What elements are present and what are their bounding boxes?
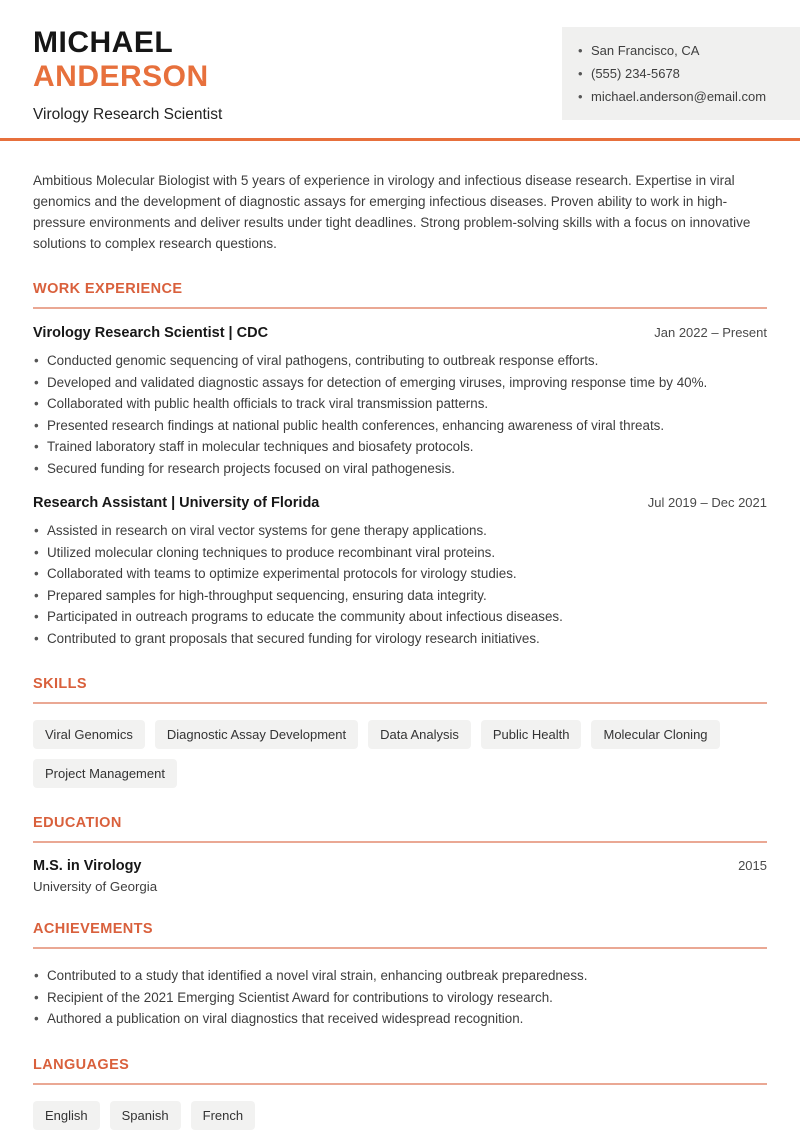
contact-list [578,39,784,108]
bullet-icon: • [578,89,583,104]
education-entry [33,858,767,894]
section-skills [33,676,767,788]
skill-chip: Public Health [481,720,582,749]
resume-body [0,170,800,1130]
job-bullet-list [33,350,767,479]
section-education [33,815,767,894]
section-title-work-experience: WORK EXPERIENCE [33,281,767,309]
skill-chip: Diagnostic Assay Development [155,720,358,749]
language-chip: French [191,1101,255,1130]
section-work-experience [33,281,767,649]
achievement-bullet: • Contributed to a study that identified a novel viral strain, enhancing outbreak preparedness. [33,965,767,987]
achievement-bullet: • Authored a publication on viral diagnostics that received widespread recognition. [33,1008,767,1030]
education-header [33,858,767,874]
job-dates: Jan 2022 – Present [654,325,767,340]
contact-location: • San Francisco, CA [578,39,784,62]
education-year: 2015 [738,858,767,873]
language-chip: Spanish [110,1101,181,1130]
achievements-list [33,965,767,1030]
job-bullet: • Contributed to grant proposals that secured funding for virology research initiatives. [33,628,767,650]
job-dates: Jul 2019 – Dec 2021 [647,495,767,510]
summary-paragraph: Ambitious Molecular Biologist with 5 years of experience in virology and infectious disease research. Expertise in viral genomics and the development of diagnostic assays for emerging infectious diseases. Proven ability to work in high-pressure environments and deliver results under tight deadlines. Strong problem-solving skills with a focus on innovative solutions to complex research questions. [33,173,751,251]
job-bullet: • Trained laboratory staff in molecular techniques and biosafety protocols. [33,436,767,458]
skill-chip: Project Management [33,759,177,788]
header-divider [0,138,800,141]
section-title-skills: SKILLS [33,676,767,704]
job-role: Research Assistant | University of Florida [33,495,320,511]
job-bullet: • Conducted genomic sequencing of viral pathogens, contributing to outbreak response efforts. [33,350,767,372]
language-chip: English [33,1101,100,1130]
section-title-languages: LANGUAGES [33,1057,767,1085]
languages-chip-list [33,1101,767,1130]
education-degree: M.S. in Virology [33,858,142,874]
job-bullet: • Secured funding for research projects focused on viral pathogenesis. [33,458,767,480]
last-name: ANDERSON [33,60,209,93]
section-title-education: EDUCATION [33,815,767,843]
job-role: Virology Research Scientist | CDC [33,325,269,341]
contact-phone: • (555) 234-5678 [578,62,784,85]
job-bullet: • Assisted in research on viral vector systems for gene therapy applications. [33,520,767,542]
skill-chip: Molecular Cloning [591,720,719,749]
job-bullet-list [33,520,767,649]
section-achievements [33,921,767,1030]
skill-chip: Viral Genomics [33,720,145,749]
first-name: MICHAEL [33,26,174,59]
bullet-icon: • [578,43,583,58]
job-header [33,325,767,341]
job-bullet: • Prepared samples for high-throughput sequencing, ensuring data integrity. [33,585,767,607]
section-languages [33,1057,767,1130]
job-bullet: • Collaborated with teams to optimize experimental protocols for virology studies. [33,563,767,585]
job-entry [33,495,767,649]
job-bullet: • Developed and validated diagnostic assays for detection of emerging viruses, improving response time by 40%. [33,372,767,394]
achievement-bullet: • Recipient of the 2021 Emerging Scientist Award for contributions to virology research. [33,987,767,1009]
candidate-job-title: Virology Research Scientist [33,106,223,123]
job-header [33,495,767,511]
bullet-icon: • [578,66,583,81]
skills-chip-list [33,720,767,788]
candidate-name [33,26,222,94]
contact-email: • michael.anderson@email.com [578,85,784,108]
job-bullet: • Utilized molecular cloning techniques to produce recombinant viral proteins. [33,542,767,564]
job-bullet: • Collaborated with public health officials to track viral transmission patterns. [33,393,767,415]
header [0,0,800,124]
skill-chip: Data Analysis [368,720,471,749]
header-identity [33,26,222,124]
job-bullet: • Presented research findings at national public health conferences, enhancing awareness of viral threats. [33,415,767,437]
education-school: University of Georgia [33,879,158,894]
contact-box [562,27,800,120]
job-bullet: • Participated in outreach programs to educate the community about infectious diseases. [33,606,767,628]
job-entry [33,325,767,479]
section-title-achievements: ACHIEVEMENTS [33,921,767,949]
